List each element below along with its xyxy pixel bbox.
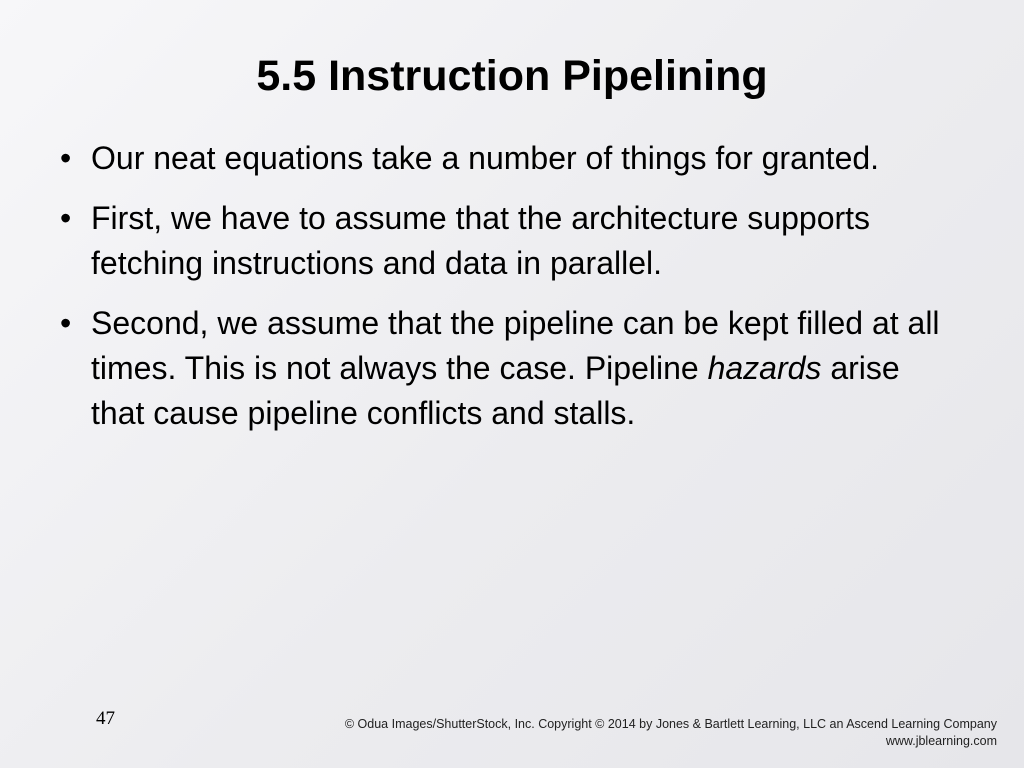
- bullet-text: First, we have to assume that the architecture supports fetching instructions and data in parallel.: [91, 200, 871, 281]
- copyright-notice: [345, 716, 997, 750]
- bullet-icon: •: [60, 200, 72, 236]
- bullet-list: [60, 136, 940, 451]
- bullet-icon: •: [60, 140, 72, 176]
- slide-title: 5.5 Instruction Pipelining: [256, 52, 768, 100]
- copyright-text: © Odua Images/ShutterStock, Inc. Copyright © 2014 by Jones & Bartlett Learning, LLC an Ascend Learning Company: [344, 717, 997, 731]
- bullet-item: [60, 196, 940, 286]
- bullet-text-after: arise that cause pipeline conflicts and stalls.: [91, 350, 900, 431]
- bullet-item: [60, 301, 940, 436]
- bullet-icon: •: [60, 305, 72, 341]
- emphasis-hazards: hazards: [707, 350, 822, 386]
- bullet-text: Our neat equations take a number of things for granted.: [91, 140, 880, 176]
- bullet-item: [60, 136, 940, 181]
- page-number: 47: [96, 708, 115, 729]
- publisher-url: www.jblearning.com: [885, 734, 997, 748]
- bullet-text-before: Second, we assume that the pipeline can be kept filled at all times. This is not always the case. Pipeline: [91, 305, 940, 386]
